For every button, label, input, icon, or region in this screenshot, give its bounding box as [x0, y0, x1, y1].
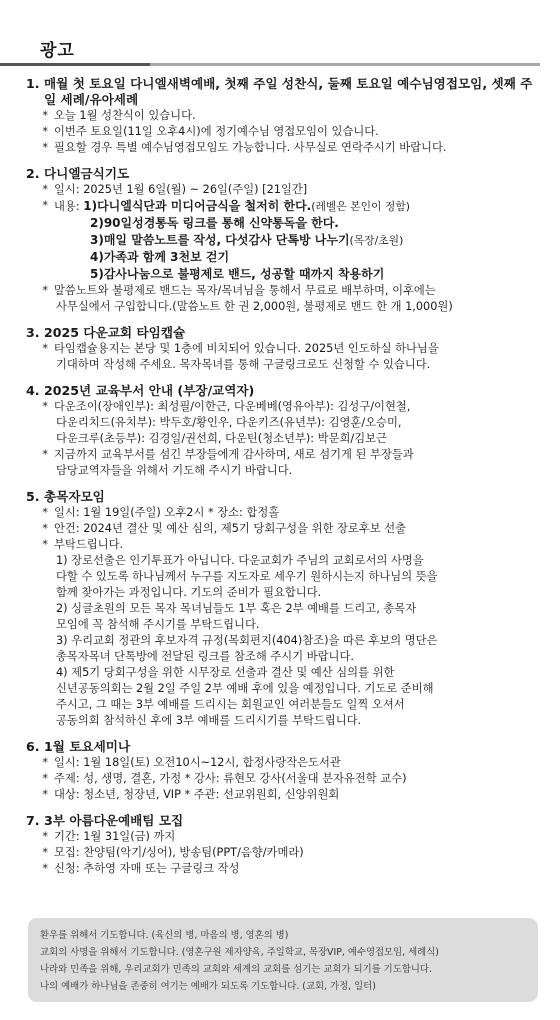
section-7-title-text: 3부 아름다운예배팀 모집 — [44, 813, 184, 828]
item-text: 필요할 경우 특별 예수님영접모임도 가능합니다. 사무실로 연락주시기 바랍니다. — [54, 141, 447, 154]
list-item — [26, 845, 536, 861]
content-item-5: 5)감사나눔으로 불평제로 밴드, 성공할 때까지 착용하기 — [90, 267, 385, 281]
section-3-title — [26, 325, 536, 341]
list-item — [26, 283, 536, 299]
paragraph-line: 주시고, 그 때는 3부 예배를 드리시는 회원교인 여러분들도 일찍 오셔서 — [56, 698, 405, 711]
section-2-title-text: 다니엘금식기도 — [44, 166, 130, 181]
section-4 — [26, 383, 536, 479]
section-3-number: 3. — [26, 325, 40, 340]
content-item-2: 2)90일성경통독 링크를 통해 신약통독을 한다. — [90, 216, 339, 230]
item-text: 타임캡슐용지는 본당 및 1층에 비치되어 있습니다. 2025년 인도하실 하나님을 — [54, 342, 439, 355]
section-5 — [26, 489, 536, 729]
item-continuation: 다운리치드(유치부): 박두호/황인우, 다운키즈(유년부): 김영훈/오승미, — [56, 416, 402, 429]
bullet: * — [42, 183, 48, 196]
bullet: * — [42, 109, 48, 122]
announcement-list — [26, 76, 536, 887]
item-text: 신청: 추하영 자매 또는 구글링크 작성 — [54, 862, 240, 875]
bullet: * — [42, 788, 48, 801]
bullet: * — [42, 522, 48, 535]
item-text: 일시: 1월 19일(주일) 오후2시 * 장소: 합정홀 — [54, 506, 280, 519]
bullet: * — [42, 342, 48, 355]
list-item — [26, 124, 536, 140]
section-5-number: 5. — [26, 489, 40, 504]
paragraph-line: 4) 제5기 당회구성을 위한 시무장로 선출과 결산 및 예산 심의를 위한 — [56, 666, 395, 679]
item-text: 대상: 청소년, 청장년, VIP * 주관: 선교위원회, 신앙위원회 — [54, 788, 340, 801]
prayer-line: 나라와 민족을 위해, 우리교회가 민족의 교회와 세계의 교회를 섬기는 교회가 되기를 기도합니다. — [40, 964, 432, 975]
bullet: * — [42, 400, 48, 413]
bullet: * — [42, 772, 48, 785]
list-item — [26, 787, 536, 803]
content-row — [54, 198, 536, 215]
paragraph-line: 총목자목녀 단톡방에 전달된 링크를 참조해 주시기 바랍니다. — [56, 650, 354, 663]
prayer-line: 나의 예배가 하나님을 존중히 여기는 예배가 되도록 기도합니다. (교회, 가정, 일터) — [40, 981, 376, 992]
content-item-3 — [26, 232, 536, 249]
paragraph-line: 함께 찾아가는 과정입니다. 기도의 준비가 필요합니다. — [56, 586, 322, 599]
section-5-title — [26, 489, 536, 505]
list-item — [26, 861, 536, 877]
item-text: 기간: 1월 31일(금) 까지 — [54, 830, 176, 843]
section-2 — [26, 166, 536, 315]
item-continuation: 사무실에서 구입합니다.(말씀노트 한 권 2,000원, 불평제로 밴드 한 개 1,000원) — [56, 300, 453, 313]
section-3-title-text: 2025 다운교회 타임캡슐 — [44, 325, 186, 340]
paragraph-line: 신년공동의회는 2월 2일 주일 2부 예배 후에 있을 예정입니다. 기도로 준비해 — [56, 682, 434, 695]
section-1 — [26, 76, 536, 156]
item-continuation: 기대하며 작성해 주세요. 목자목녀를 통해 구글링크로도 신청할 수 있습니다. — [56, 358, 431, 371]
section-7-number: 7. — [26, 813, 40, 828]
section-6-title-text: 1월 토요세미나 — [44, 739, 131, 754]
paragraph-line: 다할 수 있도록 하나님께서 누구를 지도자로 세우기 원하시는지 하나님의 뜻을 — [56, 570, 438, 583]
item-text: 일시: 1월 18일(토) 오전10시~12시, 합정사랑작은도서관 — [54, 756, 341, 769]
section-2-number: 2. — [26, 166, 40, 181]
list-item — [26, 521, 536, 537]
list-item — [26, 108, 536, 124]
bullet: * — [42, 862, 48, 875]
item-text: 주제: 성, 생명, 결혼, 가정 * 강사: 류현모 강사(서울대 분자유전학 교수) — [54, 772, 407, 785]
item-text: 모집: 찬양팀(악기/싱어), 방송팀(PPT/음향/카메라) — [54, 846, 304, 859]
list-item — [26, 341, 536, 357]
item-text: 안건: 2024년 결산 및 예산 심의, 제5기 당회구성을 위한 장로후보 선출 — [54, 522, 407, 535]
section-1-title — [26, 76, 536, 108]
section-7-title — [26, 813, 536, 829]
list-item — [26, 182, 536, 198]
list-item — [26, 198, 536, 215]
bullet: * — [42, 538, 48, 551]
section-4-title-text: 2025년 교육부서 안내 (부장/교역자) — [44, 383, 255, 398]
item-text: 오늘 1월 성찬식이 있습니다. — [54, 109, 196, 122]
list-item — [26, 537, 536, 553]
bullet: * — [42, 141, 48, 154]
list-item — [26, 755, 536, 771]
page-title: 광고 — [40, 41, 75, 61]
bullet: * — [42, 199, 48, 212]
content-item-3-text: 3)매일 말씀노트를 작성, 다섯감사 단톡방 나누기 — [90, 233, 350, 247]
bullet: * — [42, 125, 48, 138]
section-4-number: 4. — [26, 383, 40, 398]
section-1-title-text: 매월 첫 토요일 다니엘새벽예배, 첫째 주일 성찬식, 둘째 토요일 예수님영접모임, 셋째 주일 세례/유아세례 — [44, 76, 533, 107]
paragraph-line: 1) 장로선출은 인기투표가 아닙니다. 다운교회가 주님의 교회로서의 사명을 — [56, 554, 424, 567]
bullet: * — [42, 506, 48, 519]
paragraph-line: 모임에 꼭 참석해 주시기를 부탁드립니다. — [56, 618, 260, 631]
section-4-title — [26, 383, 536, 399]
bullet: * — [42, 448, 48, 461]
item-text: 말씀노트와 불평제로 밴드는 목자/목녀님을 통해서 무료로 배부하며, 이후에는 — [54, 284, 436, 297]
content-item-3-note: (목장/초원) — [349, 234, 404, 247]
list-item — [26, 399, 536, 415]
list-item — [26, 505, 536, 521]
item-text: 지금까지 교육부서를 섬긴 부장들에게 감사하며, 새로 섬기게 된 부장들과 — [54, 448, 414, 461]
bullet: * — [42, 756, 48, 769]
section-6-title — [26, 739, 536, 755]
list-item — [26, 447, 536, 463]
bullet: * — [42, 830, 48, 843]
section-1-number: 1. — [26, 76, 40, 91]
content-label: 내용: — [54, 200, 80, 213]
list-item — [26, 140, 536, 156]
item-text: 일시: 2025년 1월 6일(월) ~ 26일(주일) [21일간] — [54, 183, 308, 196]
bullet: * — [42, 846, 48, 859]
item-text: 다운조이(장애인부): 최성필/이한근, 다운베베(영유아부): 김성구/이현철, — [54, 400, 411, 413]
paragraph-line: 3) 우리교회 정관의 후보자격 규정(목회편지(404)참조)을 따른 후보의 명단은 — [56, 634, 438, 647]
content-item-4: 4)가족과 함께 3천보 걷기 — [90, 250, 230, 264]
paragraph-line: 2) 싱글초원의 모든 목자 목녀님들도 1부 혹은 2부 예배를 드리고, 총목자 — [56, 602, 417, 615]
title-divider-accent — [0, 63, 150, 66]
item-text: 부탁드립니다. — [54, 538, 124, 551]
content-item-1: 1)다니엘식단과 미디어금식을 철저히 한다. — [83, 199, 312, 213]
section-2-title — [26, 166, 536, 182]
paragraph-line: 공동의회 참석하신 후에 3부 예배를 드리시기를 부탁드립니다. — [56, 714, 362, 727]
item-continuation: 다운크루(초등부): 김경일/권선희, 다운틴(청소년부): 박문희/김보근 — [56, 432, 387, 445]
list-item — [26, 771, 536, 787]
prayer-line: 교회의 사명을 위해서 기도합니다. (영혼구원 제자양육, 주일학교, 목장VIP, 예수영접모임, 세례식) — [40, 947, 439, 958]
section-3 — [26, 325, 536, 373]
prayer-box — [28, 918, 538, 1002]
prayer-line: 환우를 위해서 기도합니다. (육신의 병, 마음의 병, 영혼의 병) — [40, 930, 289, 941]
section-6-number: 6. — [26, 739, 40, 754]
list-item — [26, 829, 536, 845]
item-continuation: 담당교역자들을 위해서 기도해 주시기 바랍니다. — [56, 464, 293, 477]
item-text: 이번주 토요일(11일 오후4시)에 정기예수님 영접모임이 있습니다. — [54, 125, 379, 138]
content-item-1-note: (레벨은 본인이 정함) — [311, 200, 410, 213]
section-6 — [26, 739, 536, 803]
section-5-title-text: 총목자모임 — [44, 489, 105, 504]
section-7 — [26, 813, 536, 877]
bullet: * — [42, 284, 48, 297]
